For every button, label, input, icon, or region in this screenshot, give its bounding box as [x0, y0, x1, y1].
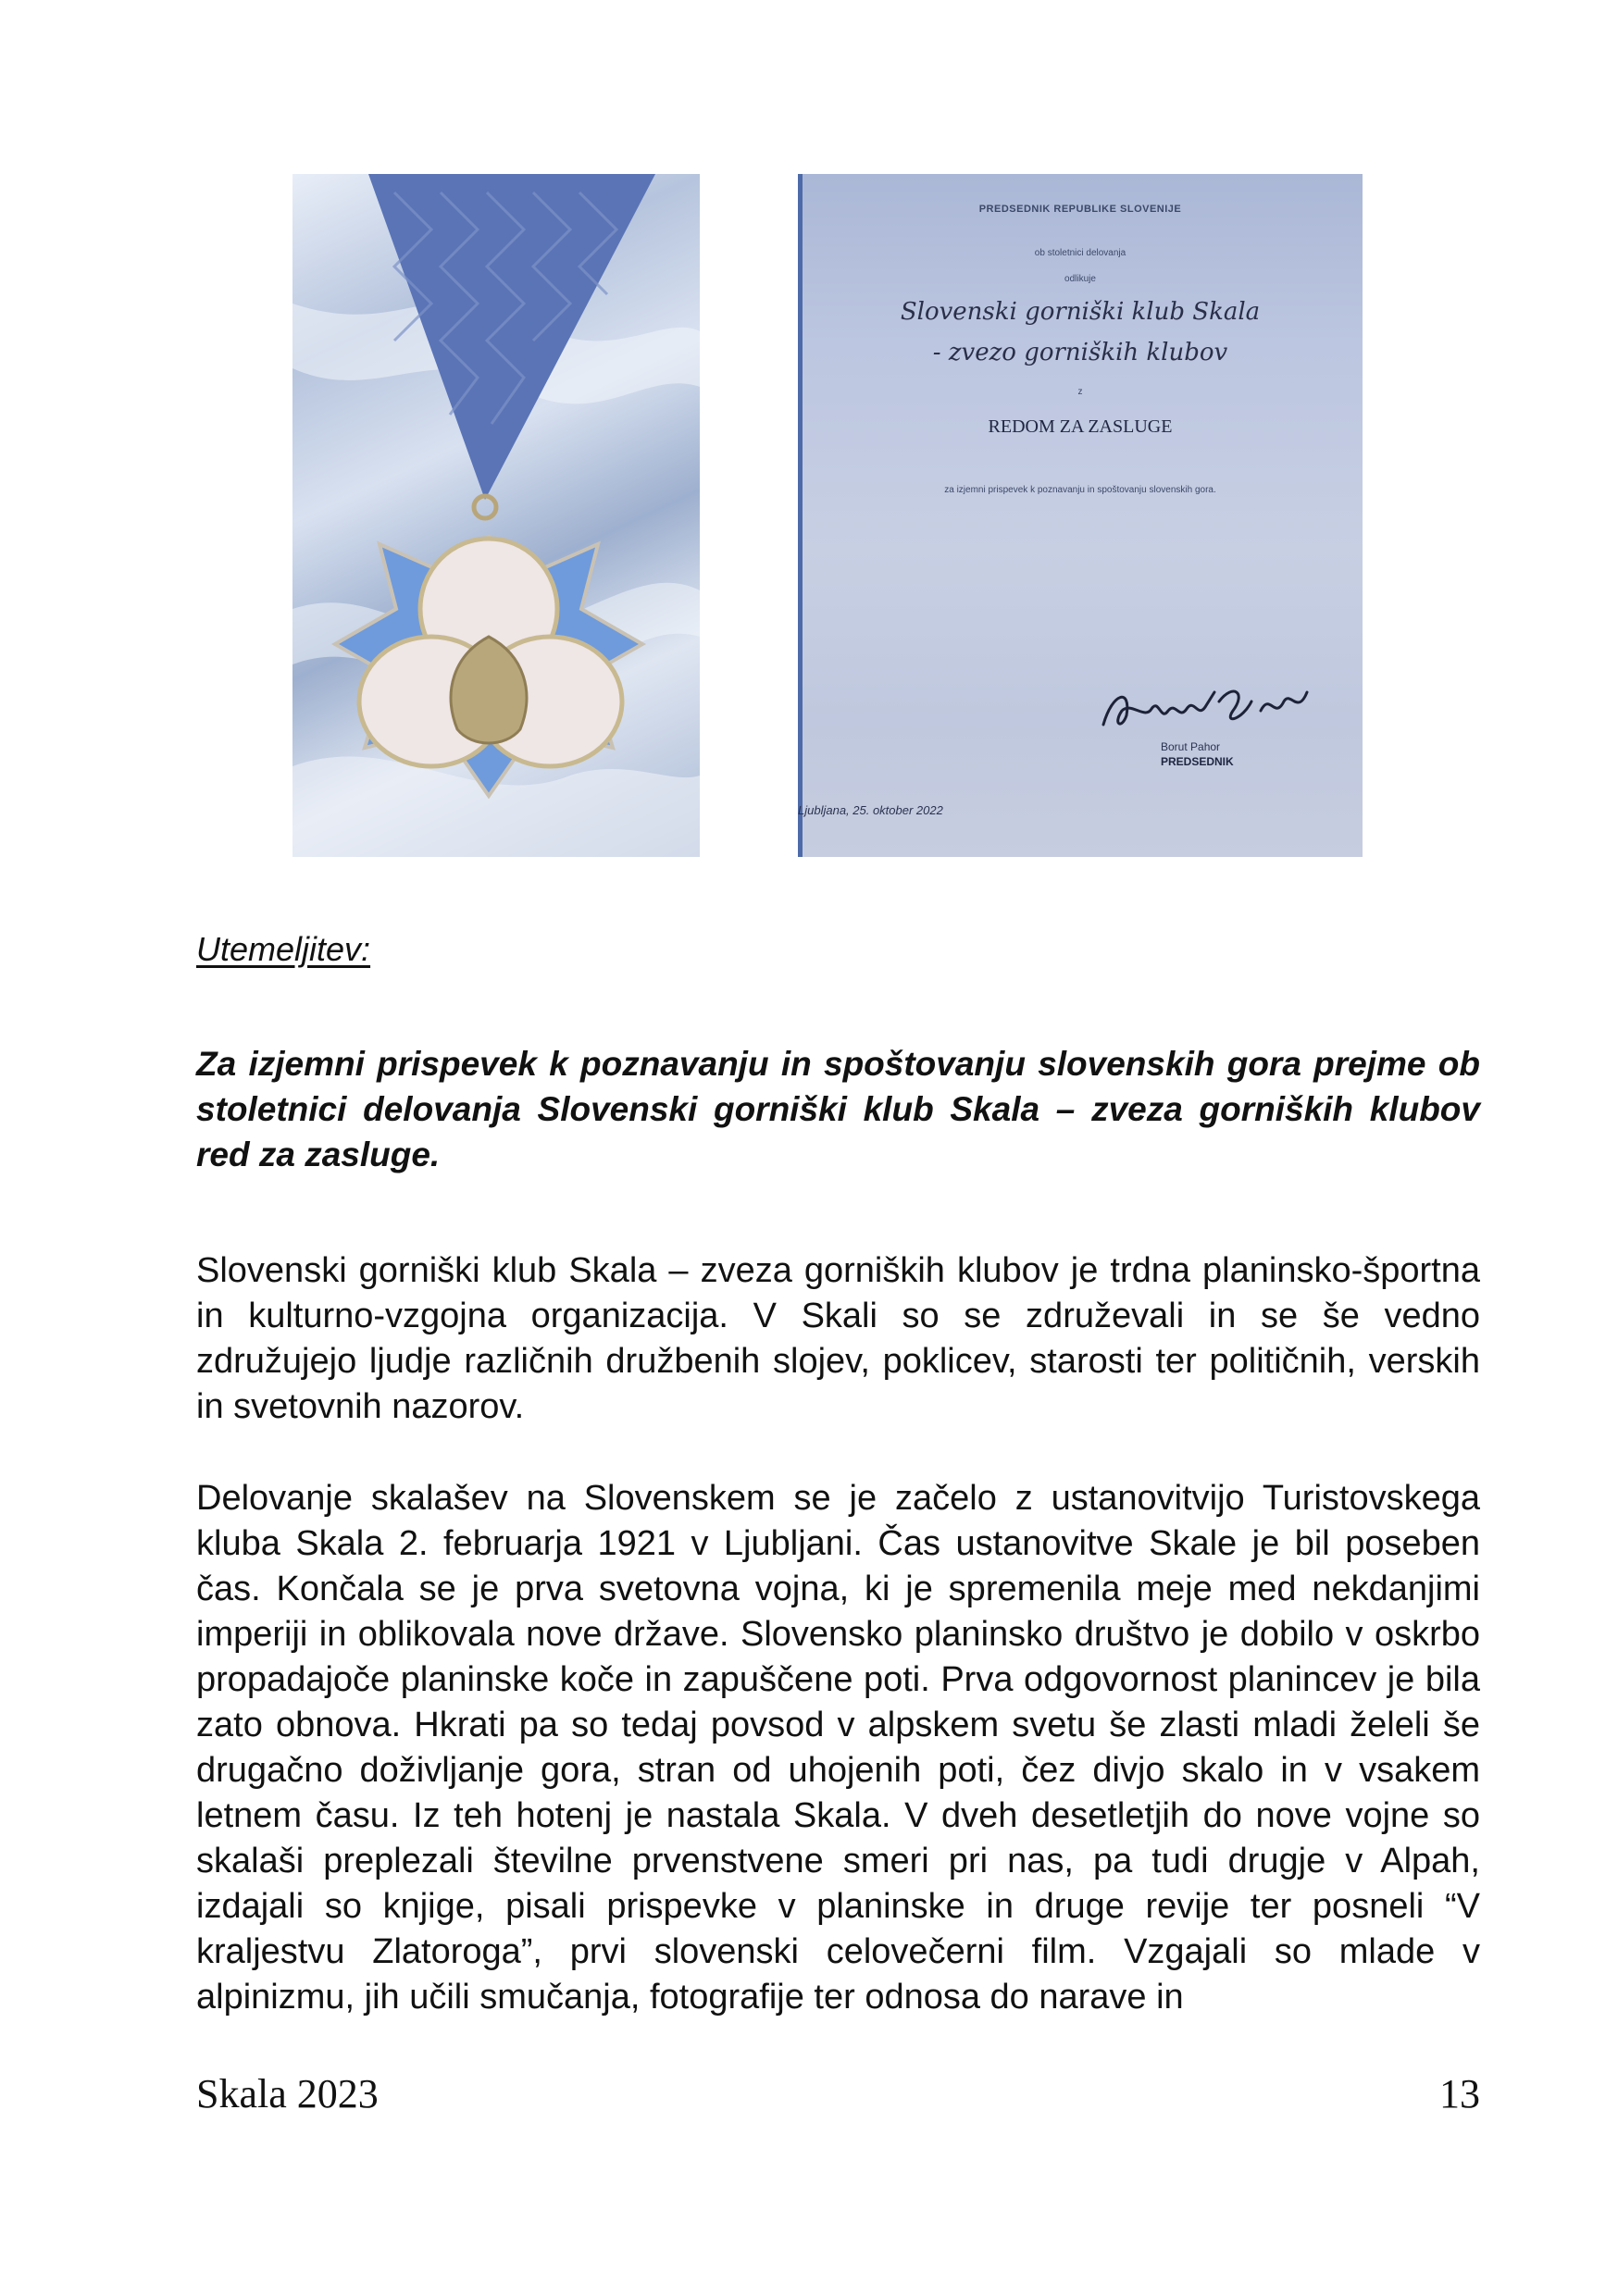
decree-order: REDOM ZA ZASLUGE: [988, 416, 1173, 437]
medal-icon: [292, 174, 700, 857]
lead-paragraph: Za izjemni prispevek k poznavanju in spoštovanju slovenskih gora prejme ob stoletnici delovanja Slovenski gorniški klub Skala – zveza gorniških klubov red za zasluge.: [196, 1045, 1480, 1173]
decree-recipient-line1: Slovenski gorniški klub Skala: [900, 298, 1261, 326]
decree-line1: ob stoletnici delovanja: [1034, 248, 1126, 258]
decree-signer: Borut Pahor: [1161, 740, 1221, 753]
signature-icon: [1094, 674, 1335, 738]
body-paragraph: Delovanje skalašev na Slovenskem se je začelo z ustanovitvijo Turistovskega kluba Skala 2. februarja 1921 v Ljubljani. Čas ustanovitve Skale je bil poseben čas. Končala se je prva svetovna vojna, ki je spremenila meje med nekdanjimi imperiji in oblikovala nove države. Slovensko planinsko društvo je dobilo v oskrbo propadajoče planinske koče in zapuščene poti. Prva odgovornost planincev je bila zato obnova. Hkrati pa so tedaj povsod v alpskem svetu še zlasti mladi želeli še drugačno doživljanje gora, stran od uhojenih poti, čez divjo skalo in v vsakem letnem času. Iz teh hotenj je nastala Skala. V dveh desetletjih do nove vojne so skalaši preplezali številne prvenstvene smeri pri nas, pa tudi drugje v Alpah, izdajali so knjige, pisali prispevke v planinske in druge revije ter posneli “V kraljestvu Zlatoroga”, prvi slovenski celovečerni film. Vzgajali so mlade v alpinizmu, jih učili smučanja, fotografije ter odnosa do narave in: [196, 1479, 1480, 2017]
page-number: 13: [1439, 2071, 1480, 2116]
decree-line2: odlikuje: [1064, 274, 1096, 284]
footer-title: Skala 2023: [196, 2071, 379, 2116]
decree-recipient-line2: - zvezo gorniških klubov: [932, 339, 1228, 366]
medal-photo: [292, 174, 700, 857]
body-paragraph: Slovenski gorniški klub Skala – zveza gorniških klubov je trdna planinsko-športna in kulturno-vzgojna organizacija. V Skali so se združevali in se še vedno združujejo ljudje različnih družbenih slojev, poklicev, starosti ter političnih, verskih in svetovnih nazorov.: [196, 1251, 1480, 1426]
decree-place-date: Ljubljana, 25. oktober 2022: [798, 803, 943, 817]
decree-header: PREDSEDNIK REPUBLIKE SLOVENIJE: [978, 204, 1182, 215]
decree-signer-title: PREDSEDNIK: [1161, 755, 1234, 768]
section-heading: Utemeljitev:: [196, 930, 371, 968]
decree-reason: za izjemni prispevek k poznavanju in spoštovanju slovenskih gora.: [944, 485, 1216, 495]
decree-z: z: [1077, 387, 1083, 397]
decree-photo: [798, 174, 1363, 857]
